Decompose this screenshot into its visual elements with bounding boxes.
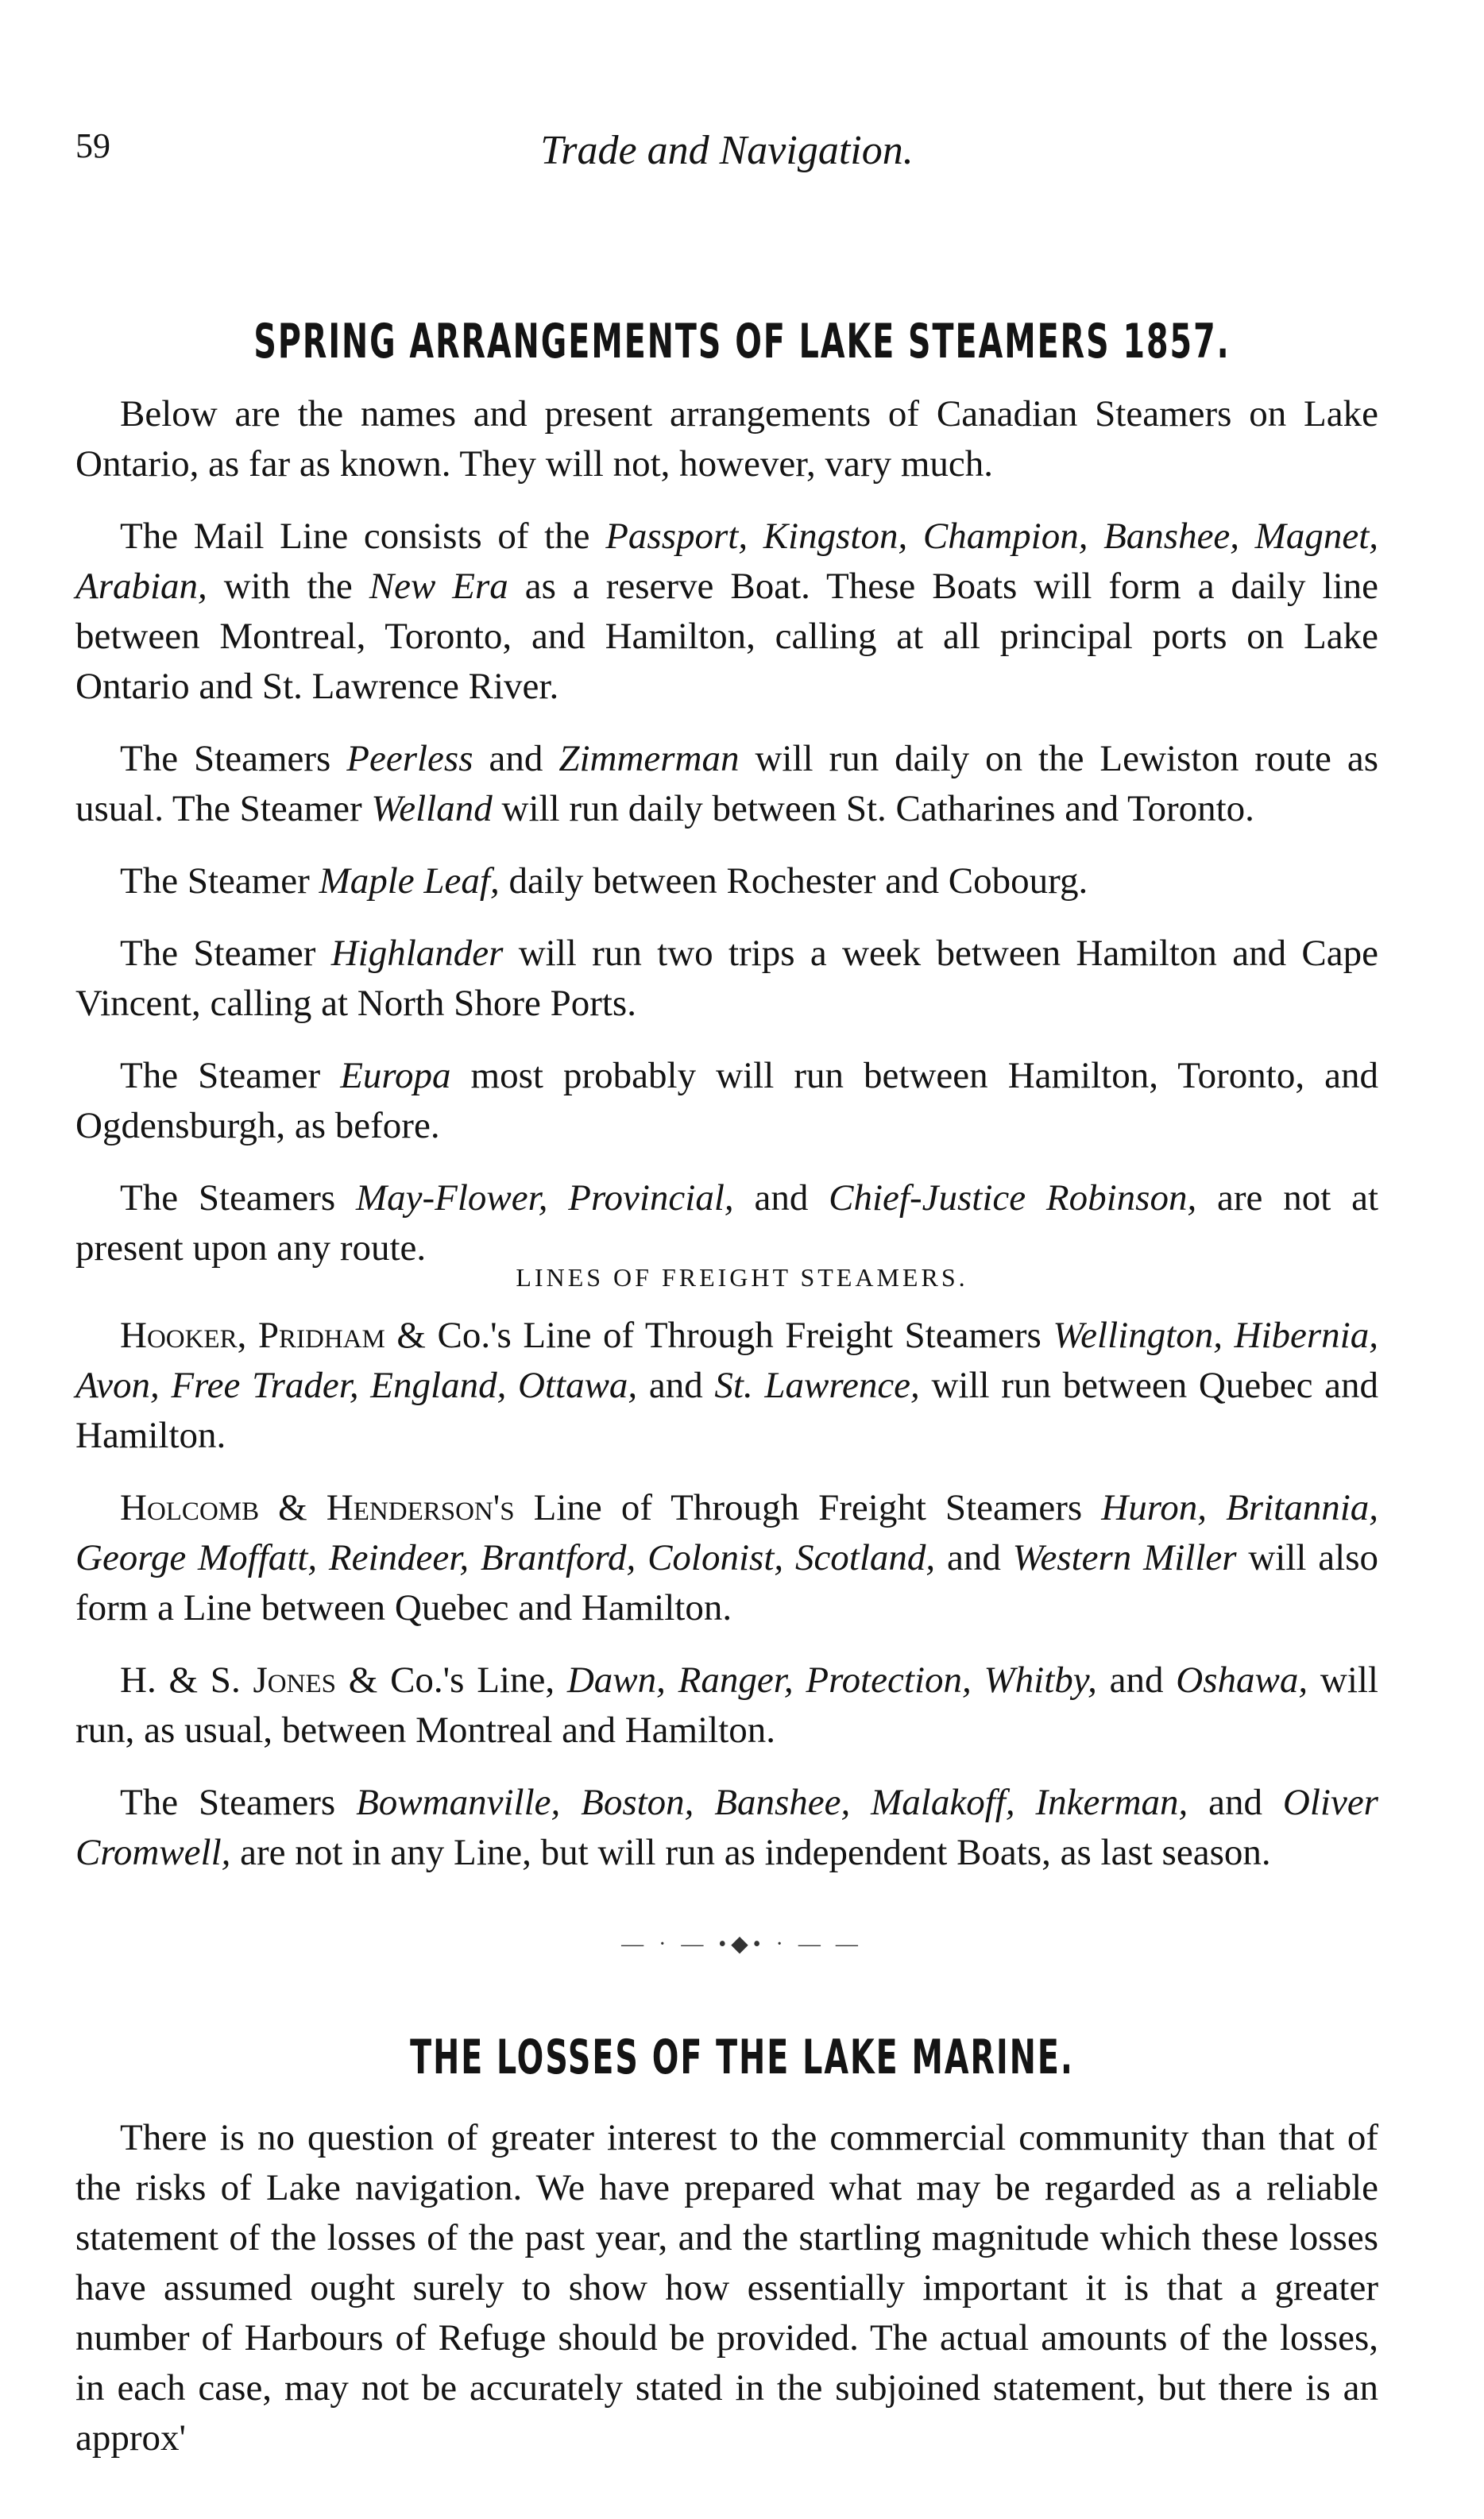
paragraph	[75, 856, 1378, 906]
text: will run daily on the Lewiston route as usual. The Steamer	[75, 738, 1378, 829]
text: Line of Through Freight Steamers	[514, 1487, 1102, 1528]
text: The Steamers	[120, 1177, 356, 1219]
firm-name: H. & S.	[120, 1659, 253, 1701]
steamer-name: Oshawa,	[1176, 1659, 1308, 1701]
paragraph	[75, 1051, 1378, 1151]
firm-name: Holcomb & Henderson's	[120, 1487, 515, 1528]
paragraph	[75, 512, 1378, 712]
steamer-name: Maple Leaf,	[319, 860, 500, 902]
ornamental-divider: — · — •◆• · — —	[621, 1932, 863, 1957]
text: and	[1188, 1782, 1283, 1823]
steamer-name: Chief-Justice Robinson,	[829, 1177, 1197, 1219]
text: will run, as usual, between Montreal and Hamilton.	[75, 1659, 1378, 1751]
steamer-names: Wellington, Hibernia, Avon, Free Trader, England, Ottawa,	[75, 1315, 1378, 1406]
text: The Steamer	[120, 1055, 341, 1096]
text: The Steamers	[120, 738, 347, 779]
steamer-name: Zimmerman	[558, 738, 740, 779]
paragraph: There is no question of greater interest to the commercial community than that of the risks of Lake navigation. We have prepared what may be regarded as a reliable statement of the losses of the past year, and the startling magnitude which these losses have assumed ought surely to show how essentially important it is that a greater number of Harbours of Refuge should be provided. The actual amounts of the losses, in each case, may not be accurately stated in the subjoined statement, but there is an approx'	[75, 2117, 1378, 2459]
text: The Steamer	[120, 933, 331, 974]
section-title-spring-arrangements: SPRING ARRANGEMENTS OF LAKE STEAMERS 1857.	[253, 315, 1231, 369]
steamer-names: Huron, Britannia, George Moffatt, Reindeer, Brantford, Colonist, Scotland,	[75, 1487, 1379, 1578]
text: as a reserve Boat. These Boats will form a daily line between Montreal, Toronto, and Hamilton, calling at all principal ports on Lake Ontario and St. Lawrence River.	[75, 566, 1378, 707]
steamer-names: Passport, Kingston, Champion, Banshee, Magnet, Arabian,	[75, 516, 1378, 607]
sub-heading-freight-steamers: LINES OF FREIGHT STEAMERS.	[516, 1263, 968, 1292]
steamer-name: Highlander	[330, 933, 504, 974]
text: and	[637, 1365, 715, 1406]
text: will also form a Line between Quebec and Hamilton.	[75, 1537, 1378, 1628]
text: are not at present upon any route.	[75, 1177, 1379, 1269]
text: The Steamers	[120, 1782, 357, 1823]
steamer-name: Western Miller	[1012, 1537, 1237, 1578]
freight-steamers-body	[75, 1311, 1378, 1900]
running-title: Trade and Navigation.	[540, 128, 914, 173]
text: and	[935, 1537, 1013, 1578]
losses-body	[75, 2113, 1378, 2463]
steamer-names: Bowmanville, Boston, Banshee, Malakoff, Inkerman,	[356, 1782, 1188, 1823]
paragraph	[75, 929, 1378, 1029]
paragraph	[75, 1778, 1378, 1878]
text: and	[473, 738, 559, 779]
paragraph	[75, 1311, 1378, 1461]
text: The Steamer	[120, 860, 319, 902]
text: are not in any Line, but will run as independent Boats, as last season.	[230, 1832, 1271, 1873]
text: will run daily between St. Catharines and Toronto.	[492, 788, 1254, 829]
text: & Co.'s Line of Through Freight Steamers	[385, 1315, 1053, 1356]
firm-name: Jones	[253, 1659, 336, 1701]
section-title-losses: THE LOSSES OF THE LAKE MARINE.	[410, 2030, 1074, 2085]
text: with the	[207, 566, 369, 607]
steamer-names: May-Flower, Provincial,	[355, 1177, 734, 1219]
steamer-name: Oliver Cromwell,	[75, 1782, 1378, 1873]
paragraph: Below are the names and present arrangements of Canadian Steamers on Lake Ontario, as far as known. They will not, however, vary much.	[75, 393, 1378, 485]
steamer-name: Europa	[340, 1055, 451, 1096]
paragraph	[75, 734, 1378, 834]
paragraph	[75, 1483, 1378, 1633]
text: will run two trips a week between Hamilton and Cape Vincent, calling at North Shore Ports.	[75, 933, 1378, 1024]
text: & Co.'s Line,	[335, 1659, 567, 1701]
paragraph	[75, 1656, 1378, 1756]
spring-arrangements-body	[75, 389, 1378, 1296]
firm-name: Hooker, Pridham	[120, 1315, 385, 1356]
steamer-name: Peerless	[346, 738, 473, 779]
steamer-name: St. Lawrence,	[714, 1365, 920, 1406]
text: daily between Rochester and Cobourg.	[499, 860, 1088, 902]
text: and	[733, 1177, 829, 1219]
text: and	[1096, 1659, 1177, 1701]
page-header	[75, 119, 1378, 183]
steamer-name: Welland	[371, 788, 493, 829]
text: most probably will run between Hamilton, Toronto, and Ogdensburgh, as before.	[75, 1055, 1379, 1146]
text: The Mail Line consists of the	[120, 516, 606, 557]
text: will run between Quebec and Hamilton.	[75, 1365, 1378, 1456]
paragraph	[75, 1173, 1378, 1273]
steamer-names: Dawn, Ranger, Protection, Whitby,	[566, 1659, 1097, 1701]
page-number: 59	[75, 126, 110, 165]
steamer-name: New Era	[369, 566, 508, 607]
